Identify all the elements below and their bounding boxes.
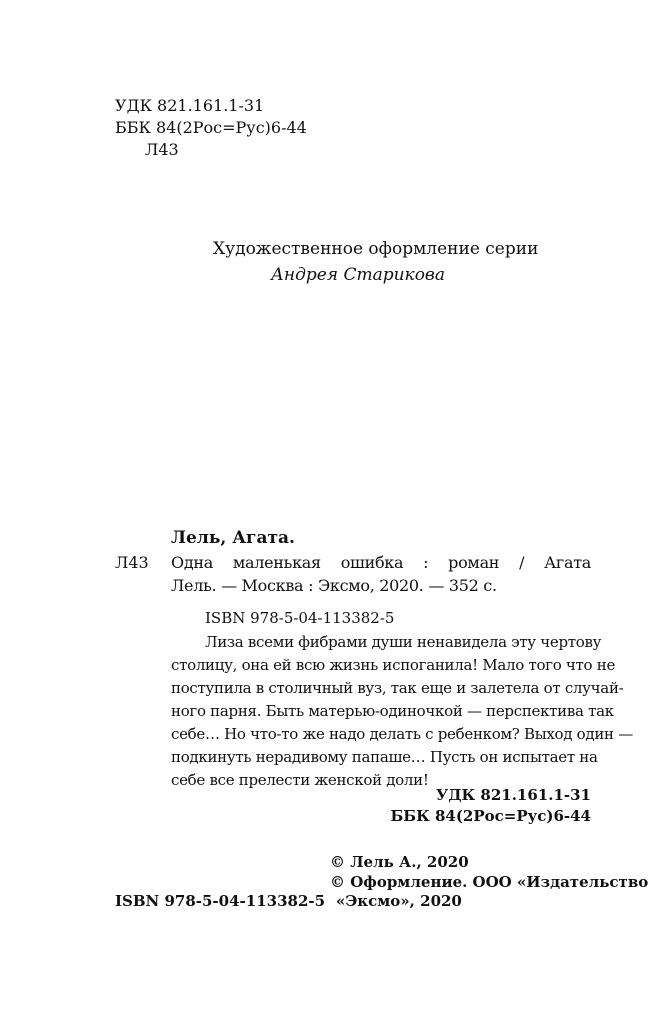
series-design-label: Художественное оформление серии xyxy=(213,239,539,259)
footer-isbn: ISBN 978-5-04-113382-5 xyxy=(115,892,326,910)
annotation-line-4: ного парня. Быть матерью-одиночкой — перспектива так xyxy=(171,702,614,720)
annotation-line-7: себе все прелести женской доли! xyxy=(171,771,429,789)
annotation-line-1: Лиза всеми фибрами души ненавидела эту чертову xyxy=(205,633,602,651)
annotation-line-6: подкинуть нерадивому папаше… Пусть он испытает на xyxy=(171,748,598,766)
annotation-bbk: ББК 84(2Рос=Рус)6-44 xyxy=(390,807,591,825)
bib-title-line-1: Одна маленькая ошибка : роман / Агата xyxy=(171,553,591,572)
bib-title-line-2: Лель. — Москва : Эксмо, 2020. — 352 с. xyxy=(171,576,497,595)
bib-author-mark: Л43 xyxy=(115,553,149,572)
udk-code: УДК 821.161.1-31 xyxy=(115,96,265,115)
copyright-design-line-2: «Эксмо», 2020 xyxy=(336,892,462,910)
annotation-line-5: себе… Но что-то же надо делать с ребенком? Выход один — xyxy=(171,725,633,743)
bib-isbn: ISBN 978-5-04-113382-5 xyxy=(205,609,395,627)
copyright-author: © Лель А., 2020 xyxy=(330,853,469,871)
annotation-line-3: поступила в столичный вуз, так еще и залетела от случай- xyxy=(171,679,624,697)
copyright-design-line-1: © Оформление. ООО «Издательство xyxy=(330,873,649,891)
annotation-udk: УДК 821.161.1-31 xyxy=(436,786,591,804)
author-mark: Л43 xyxy=(145,140,179,159)
series-designer-name: Андрея Старикова xyxy=(271,265,445,285)
annotation-line-2: столицу, она ей всю жизнь испоганила! Мало того что не xyxy=(171,656,616,674)
author-heading: Лель, Агата. xyxy=(171,528,295,548)
bbk-code: ББК 84(2Рос=Рус)6-44 xyxy=(115,118,307,137)
